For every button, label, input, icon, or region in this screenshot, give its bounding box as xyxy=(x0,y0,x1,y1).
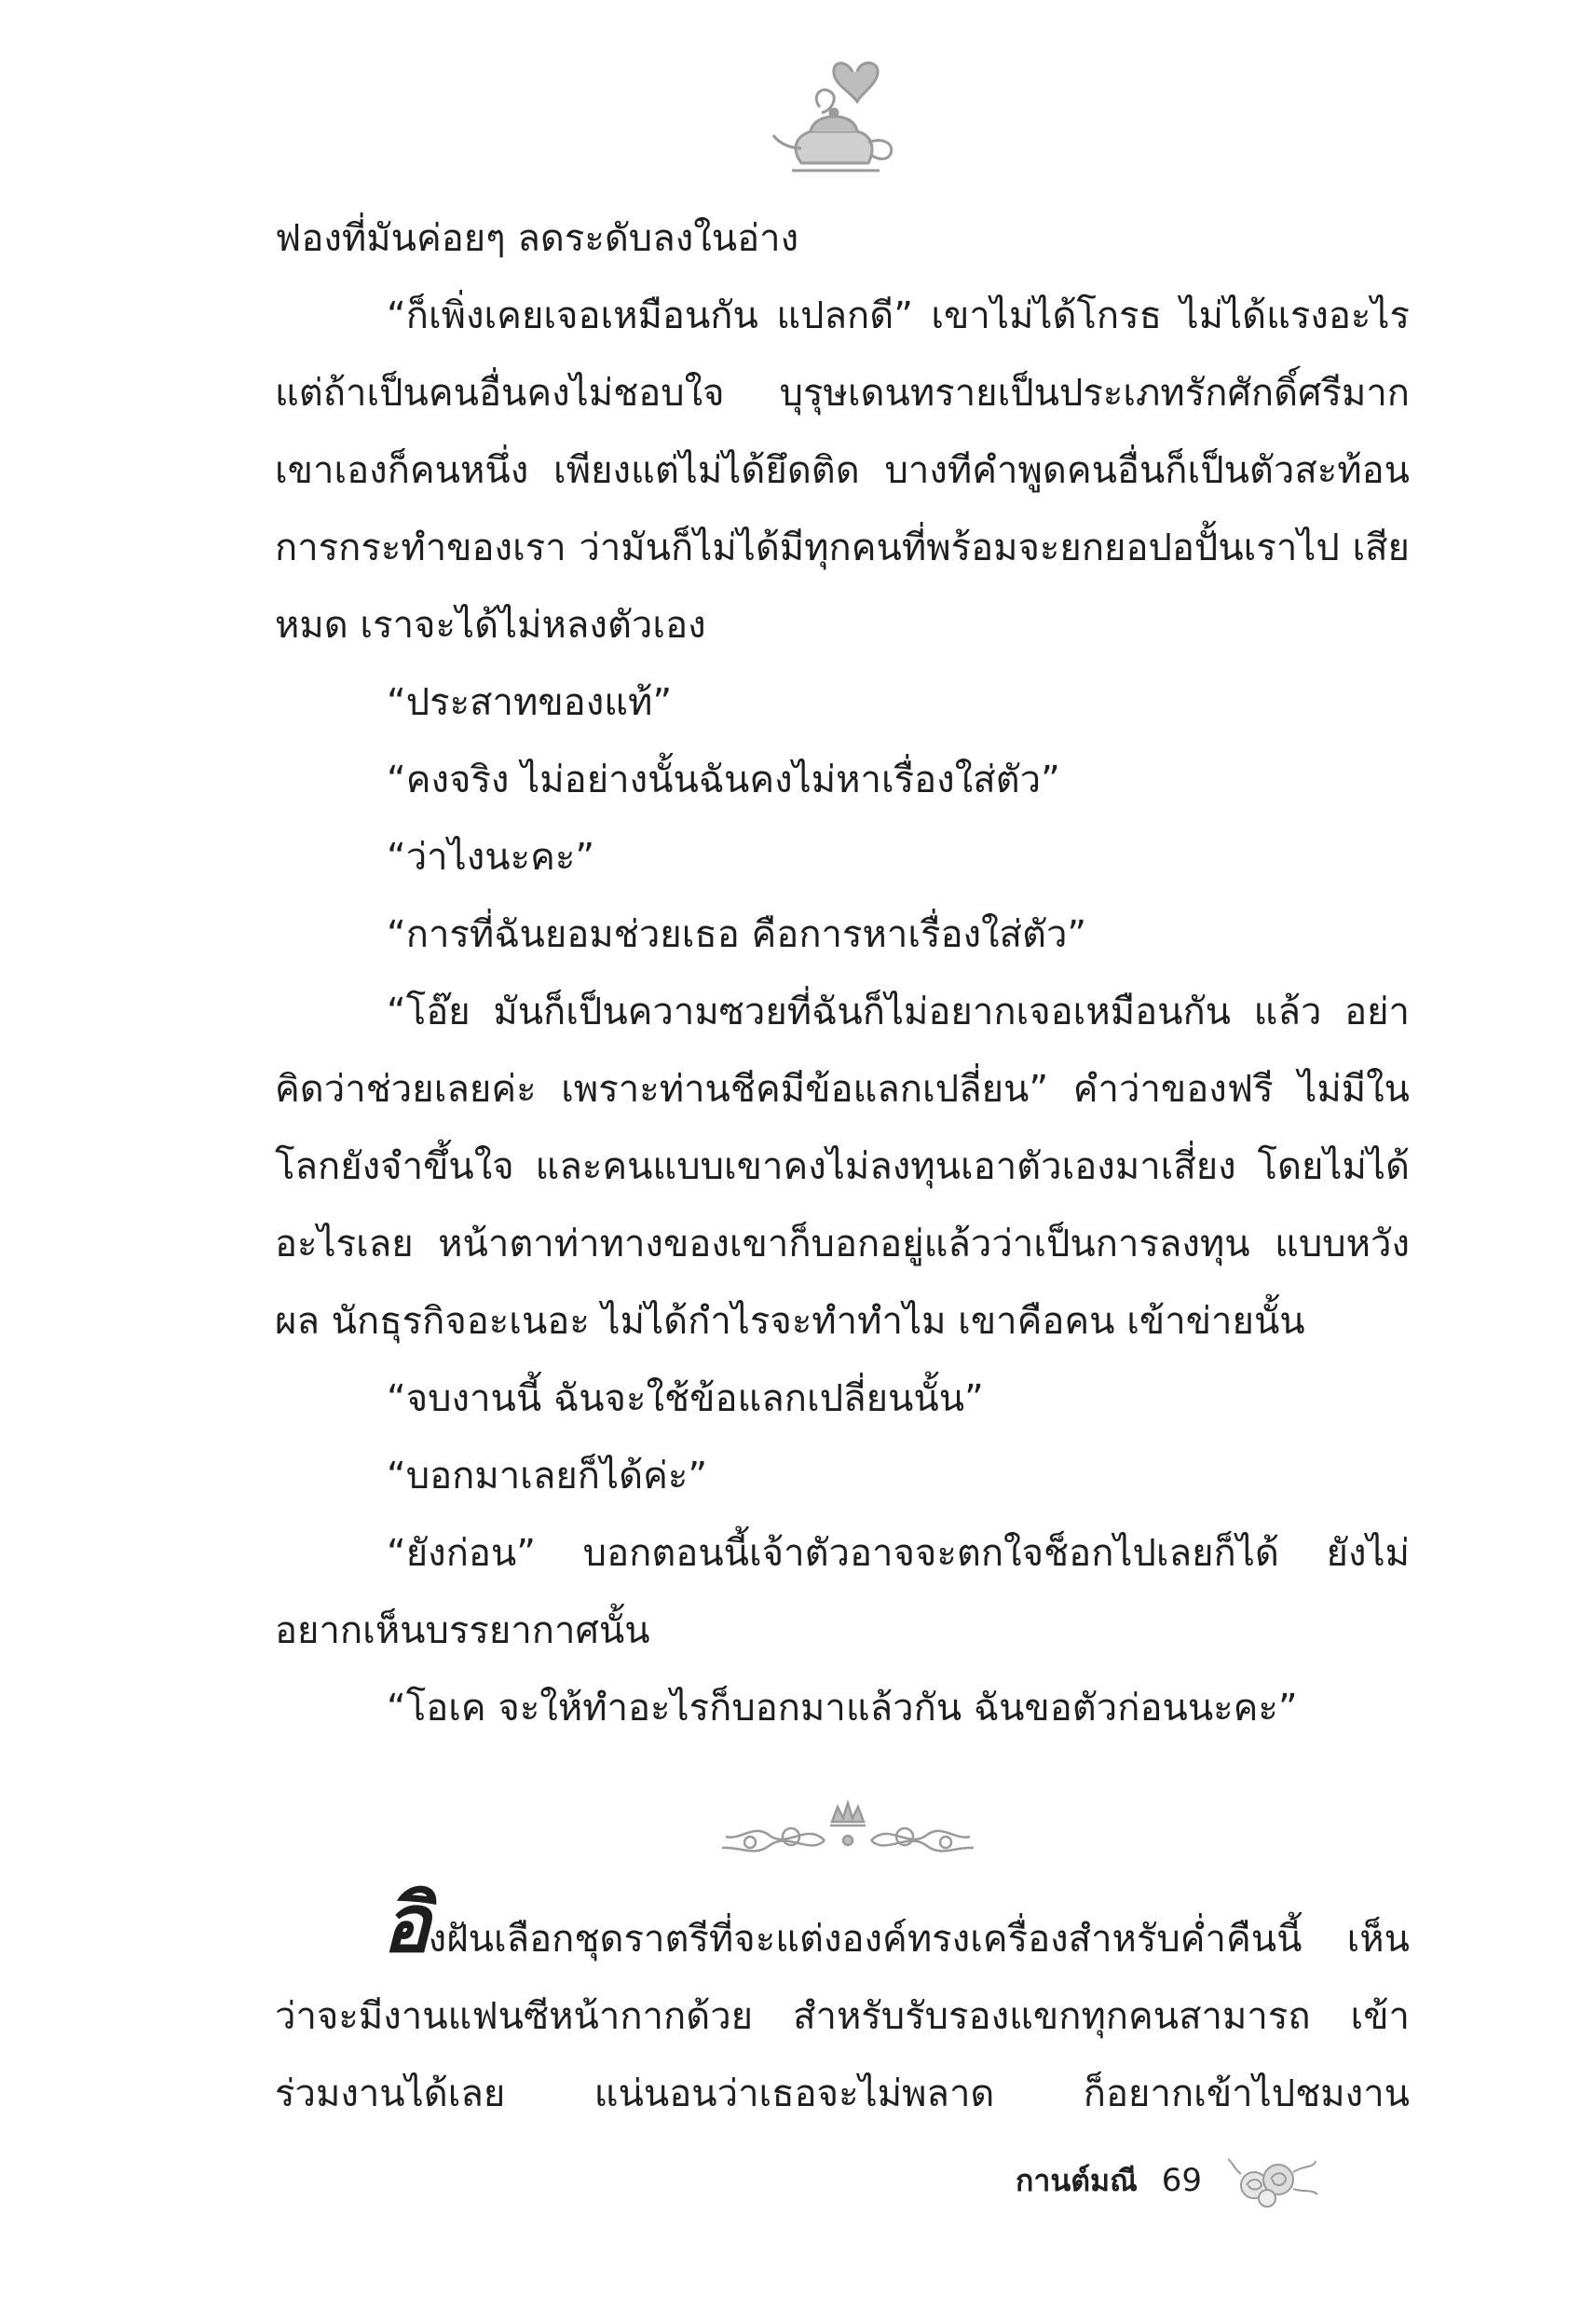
genie-lamp-heart-icon xyxy=(764,51,904,182)
drop-cap: อิ xyxy=(382,1878,429,1971)
paragraph-3: “ประสาทของแท้” xyxy=(387,681,673,724)
section-2-paragraph xyxy=(275,1878,1410,2133)
paragraph-8: “จบงานนี้ ฉันจะใช้ข้อแลกเปลี่ยนนั้น” xyxy=(387,1377,984,1420)
paragraph-4: “คงจริง ไม่อย่างนั้นฉันคงไม่หาเรื่องใส่ตัว” xyxy=(387,759,1060,801)
paragraph-5: “ว่าไงนะคะ” xyxy=(387,836,595,879)
rose-bouquet-icon xyxy=(1226,2152,1319,2209)
crown-flourish-icon xyxy=(713,1794,983,1868)
paragraph-6: “การที่ฉันยอมช่วยเธอ คือการหาเรื่องใส่ตัว” xyxy=(387,913,1087,956)
page-number: 69 xyxy=(1161,2162,1203,2199)
page-footer xyxy=(1016,2148,1319,2213)
paragraph-11: “โอเค จะให้ทำอะไรก็บอกมาแล้วกัน ฉันขอตัวก่อนนะคะ” xyxy=(387,1687,1298,1730)
paragraph-1: ฟองที่มันค่อยๆ ลดระดับลงในอ่าง xyxy=(275,217,799,260)
paragraph-10: “ยังก่อน” บอกตอนนี้เจ้าตัวอาจจะตกใจช็อกไปเลยก็ได้ ยังไม่อยากเห็นบรรยากาศนั้น xyxy=(275,1532,1410,1652)
paragraph-9: “บอกมาเลยก็ได้ค่ะ” xyxy=(387,1455,708,1497)
section-2-body: งฝันเลือกชุดราตรีที่จะแต่งองค์ทรงเครื่องสำหรับค่ำคืนนี้ เห็นว่าจะมีงานแฟนซีหน้ากากด้วย สำหรับรับรองแขกทุกคนสามารถ เข้าร่วมงานได้เลย แน่นอนว่าเธอจะไม่พลาด ก็อยากเข้าไปชมงาน xyxy=(275,1918,1410,2115)
paragraph-7: “โอ๊ย มันก็เป็นความซวยที่ฉันก็ไม่อยากเจอเหมือนกัน แล้ว อย่าคิดว่าช่วยเลยค่ะ เพราะท่านชีคมีข้อแลกเปลี่ยน” คำว่าของฟรี ไม่มีในโลกยังจำขึ้นใจ และคนแบบเขาคงไม่ลงทุนเอาตัวเองมาเสี่ยง โดยไม่ได้อะไรเลย หน้าตาท่าทางของเขาก็บอกอยู่แล้วว่าเป็นการลงทุน แบบหวังผล นักธุรกิจอะเนอะ ไม่ได้กำไรจะทำทำไม เขาคือคน เข้าข่ายนั้น xyxy=(275,991,1410,1343)
book-title: กานต์มณี xyxy=(1016,2162,1138,2198)
body-text xyxy=(275,200,1410,1747)
paragraph-2: “ก็เพิ่งเคยเจอเหมือนกัน แปลกดี” เขาไม่ได้โกรธ ไม่ได้แรงอะไร แต่ถ้าเป็นคนอื่นคงไม่ชอบใจ บุรุษเดนทรายเป็นประเภทรักศักดิ์ศรีมาก เขาเองก็คนหนึ่ง เพียงแต่ไม่ได้ยึดติด บางทีคำพูดคนอื่นก็เป็นตัวสะท้อน การกระทำของเรา ว่ามันก็ไม่ได้มีทุกคนที่พร้อมจะยกยอปอปั้นเราไป เสียหมด เราจะได้ไม่หลงตัวเอง xyxy=(275,294,1410,647)
section-2-text xyxy=(275,1878,1410,2133)
